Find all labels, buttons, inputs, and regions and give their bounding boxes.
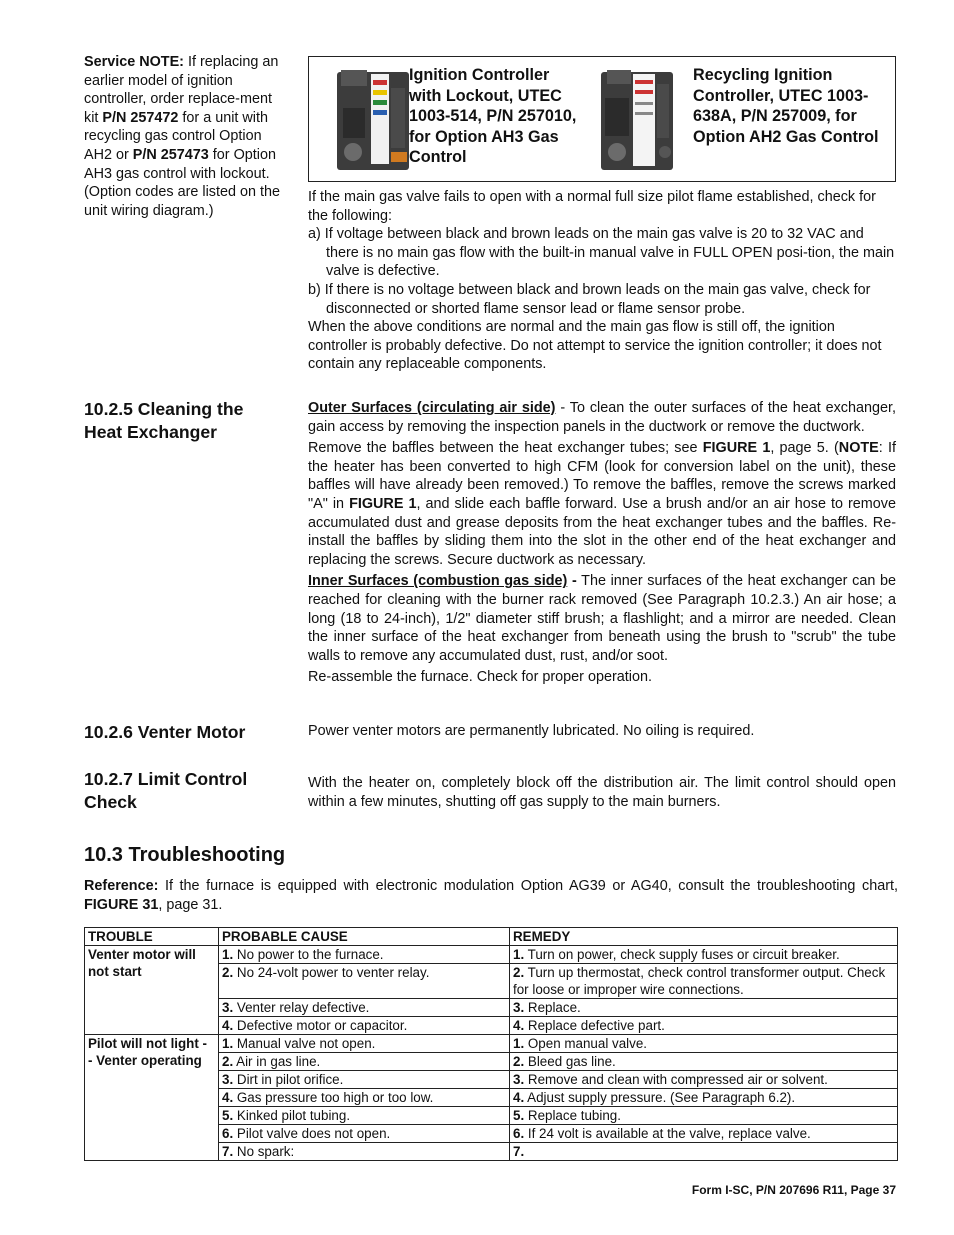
cause-cell: 5. Kinked pilot tubing. — [219, 1107, 510, 1125]
gas-valve-conclusion: When the above conditions are normal and the main gas flow is still off, the ignition controller is probably defective. Do not attempt to service the ignition controller; it does not contain any replaceable components. — [308, 319, 882, 373]
gas-valve-item-a: a) If voltage between black and brown leads on the main gas valve is 20 to 32 VAC and there is no main gas flow with the built-in manual valve in FULL OPEN posi-tion, the main valve is defective. — [308, 226, 895, 280]
remedy-cell: 4. Adjust supply pressure. (See Paragraph 6.2). — [510, 1089, 898, 1107]
recycling-controller-image — [599, 68, 675, 172]
recycling-controller-caption: Recycling Ignition Controller, UTEC 1003-638A, P/N 257009, for Option AH2 Gas Control — [693, 66, 879, 146]
outer-surfaces-paragraph: Outer Surfaces (circulating air side) - To clean the outer surfaces of the heat exchanger, gain access by removing the inspection panels in the ductwork or remove the ductwork. — [308, 400, 896, 435]
cause-cell: 4. Defective motor or capacitor. — [219, 1017, 510, 1035]
gas-valve-section — [308, 188, 896, 374]
remedy-cell: 6. If 24 volt is available at the valve, replace valve. — [510, 1125, 898, 1143]
section-title-1026: 10.2.6 Venter Motor — [84, 722, 246, 742]
baffles-paragraph: Remove the baffles between the heat exchanger tubes; see FIGURE 1, page 5. (NOTE: If the heater has been converted to high CFM (look for conversion label on the unit), these baffles will have already been removed.) To remove the baffles, remove the screws marked "A" in FIGURE 1, and slide each baffle forward. Use a brush and/or an air hose to remove accumulated dust and grease deposits from the heat exchanger tubes and the baffles. Re-install the baffles by sliding them into the slot in the other end of the heat exchanger and replacing the screws. Secure ductwork as necessary. — [308, 440, 896, 568]
cause-cell: 2. Air in gas line. — [219, 1053, 510, 1071]
section-body-1027: With the heater on, completely block off the distribution air. The limit control should open within a few minutes, shutting off gas supply to the main burners. — [308, 775, 896, 810]
page-footer: Form I-SC, P/N 207696 R11, Page 37 — [691, 1183, 896, 1197]
gas-valve-intro: If the main gas valve fails to open with a normal full size pilot flame established, check for the following: — [308, 189, 876, 224]
inner-surfaces-paragraph: Inner Surfaces (combustion gas side) - The inner surfaces of the heat exchanger can be reached for cleaning with the burner rack removed (See Paragraph 10.2.3.) An air hose; a long (18 to 24-inch), 1/2" diameter stiff brush; a flashlight; and a mirror are needed. Clean the inner surface of the heat exchanger from beneath using the brush to "scrub" the tube walls to remove any accumulated dust, rust, and/or soot. — [308, 573, 896, 664]
header-remedy: REMEDY — [510, 928, 898, 946]
troubleshooting-reference: Reference: If the furnace is equipped with electronic modulation Option AG39 or AG40, consult the troubleshooting chart, FIGURE 31, page 31. — [84, 878, 898, 913]
cause-cell: 7. No spark: — [219, 1143, 510, 1161]
remedy-cell: 3. Replace. — [510, 999, 898, 1017]
table-row — [85, 946, 898, 964]
cause-cell: 2. No 24-volt power to venter relay. — [219, 964, 510, 999]
ignition-controller-caption: Ignition Controller with Lockout, UTEC 1003-514, P/N 257010, for Option AH3 Gas Control — [409, 66, 577, 167]
section-body-1025 — [308, 399, 896, 687]
cause-cell: 3. Dirt in pilot orifice. — [219, 1071, 510, 1089]
header-trouble: TROUBLE — [85, 928, 219, 946]
remedy-cell: 2. Bleed gas line. — [510, 1053, 898, 1071]
troubleshooting-table — [84, 927, 898, 1161]
cause-cell: 1. No power to the furnace. — [219, 946, 510, 964]
header-probable-cause: PROBABLE CAUSE — [219, 928, 510, 946]
ignition-controller-image — [335, 68, 411, 172]
section-title-1025: 10.2.5 Cleaning the Heat Exchanger — [84, 399, 244, 442]
cause-cell: 1. Manual valve not open. — [219, 1035, 510, 1053]
section-body-1026: Power venter motors are permanently lubricated. No oiling is required. — [308, 723, 755, 739]
remedy-cell: 1. Open manual valve. — [510, 1035, 898, 1053]
table-header-row — [85, 928, 898, 946]
gas-valve-item-b: b) If there is no voltage between black and brown leads on the main gas valve, check for disconnected or shorted flame sensor lead or flame sensor probe. — [308, 281, 871, 317]
controller-figure-box — [308, 56, 896, 182]
remedy-cell: 1. Turn on power, check supply fuses or circuit breaker. — [510, 946, 898, 964]
section-title-1027: 10.2.7 Limit Control Check — [84, 769, 248, 812]
cause-cell: 3. Venter relay defective. — [219, 999, 510, 1017]
reassemble-paragraph: Re-assemble the furnace. Check for proper operation. — [308, 669, 652, 686]
table-row — [85, 1035, 898, 1053]
remedy-cell: 3. Remove and clean with compressed air or solvent. — [510, 1071, 898, 1089]
trouble-cell: Venter motor will not start — [85, 946, 219, 1035]
trouble-cell: Pilot will not light - - Venter operating — [85, 1035, 219, 1161]
cause-cell: 6. Pilot valve does not open. — [219, 1125, 510, 1143]
remedy-cell: 4. Replace defective part. — [510, 1017, 898, 1035]
cause-cell: 4. Gas pressure too high or too low. — [219, 1089, 510, 1107]
remedy-cell: 7. — [510, 1143, 898, 1161]
remedy-cell: 2. Turn up thermostat, check control transformer output. Check for loose or improper wire connections. — [510, 964, 898, 999]
service-note: Service NOTE: If replacing an earlier model of ignition controller, order replace-ment kit P/N 257472 for a unit with recycling gas control Option AH2 or P/N 257473 for Option AH3 gas control with lockout. (Option codes are listed on the unit wiring diagram.) — [84, 54, 280, 219]
remedy-cell: 5. Replace tubing. — [510, 1107, 898, 1125]
section-title-103: 10.3 Troubleshooting — [84, 844, 286, 866]
